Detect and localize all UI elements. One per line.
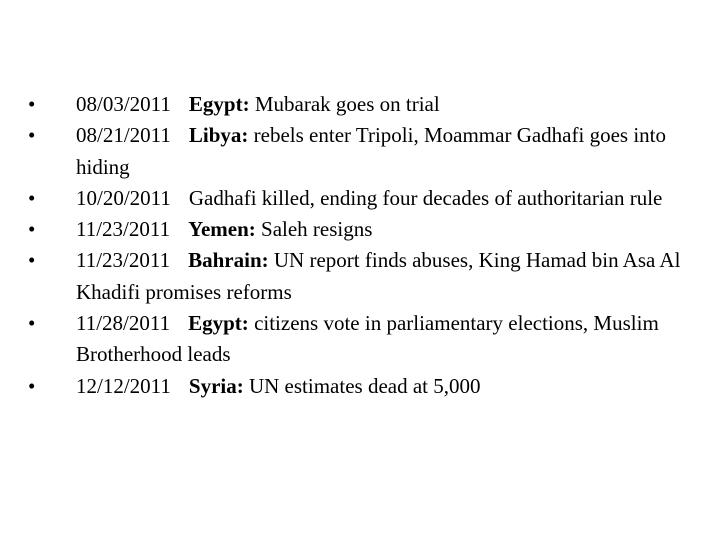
event-description: citizens vote in parliamentary elections, Muslim Brotherhood leads [76, 311, 659, 367]
bullet-icon: • [28, 248, 36, 273]
list-item [28, 308, 688, 371]
bullet-icon: • [28, 123, 36, 148]
event-description: UN report finds abuses, King Hamad bin Asa Al Khadifi promises reforms [76, 248, 681, 304]
list-item [28, 245, 688, 308]
bullet-icon: • [28, 373, 36, 398]
event-date: 11/28/2011 [76, 311, 171, 336]
event-date: 11/23/2011 [76, 248, 171, 273]
bullet-icon: • [28, 217, 36, 242]
event-date: 08/03/2011 [76, 92, 171, 116]
event-country: Egypt: [188, 92, 250, 116]
event-country: Libya: [188, 123, 249, 148]
list-item [28, 89, 688, 120]
event-country: Bahrain: [188, 248, 269, 273]
event-description: Mubarak goes on trial [249, 92, 440, 116]
event-description: Gadhafi killed, ending four decades of authoritarian rule [188, 185, 663, 210]
event-country: Yemen: [188, 217, 256, 242]
event-date: 08/21/2011 [76, 123, 171, 148]
list-item [28, 183, 688, 214]
event-description: UN estimates dead at 5,000 [243, 373, 481, 398]
bullet-icon: • [28, 185, 36, 210]
event-date: 11/23/2011 [76, 217, 171, 242]
event-country: Egypt: [188, 311, 249, 336]
event-date: 10/20/2011 [76, 185, 171, 210]
event-description: Saleh resigns [255, 217, 373, 242]
list-item [28, 371, 688, 402]
list-item [28, 120, 688, 183]
list-item [28, 214, 688, 245]
event-country: Syria: [188, 373, 244, 398]
event-description: rebels enter Tripoli, Moammar Gadhafi goes into hiding [76, 123, 666, 179]
bullet-icon: • [28, 92, 36, 116]
event-date: 12/12/2011 [76, 373, 171, 398]
timeline-list [28, 89, 688, 402]
bullet-icon: • [28, 311, 36, 336]
